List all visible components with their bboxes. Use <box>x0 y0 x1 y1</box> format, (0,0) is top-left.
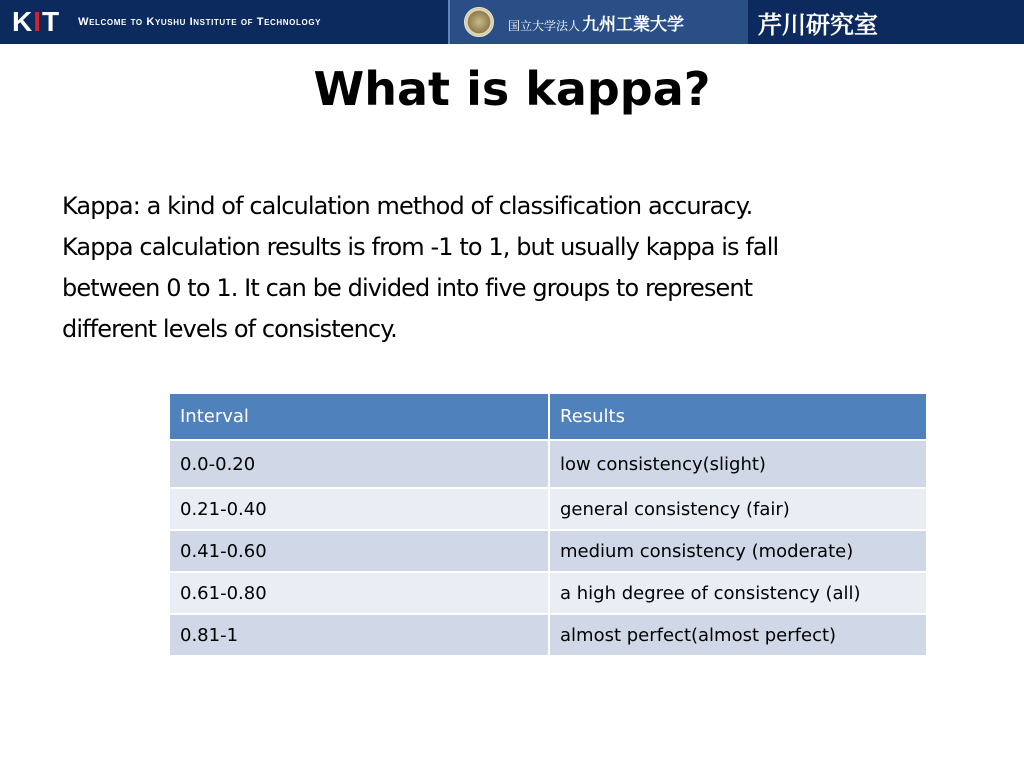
table-row <box>169 572 927 614</box>
interval-cell: 0.61-0.80 <box>169 572 549 614</box>
table-row <box>169 530 927 572</box>
kappa-table <box>168 392 928 657</box>
header-results: Results <box>549 393 927 440</box>
result-cell: low consistency(slight) <box>549 440 927 488</box>
header-banner <box>0 0 1024 44</box>
university-title: 九州工業大学 <box>582 14 685 35</box>
result-cell: almost perfect(almost perfect) <box>549 614 927 656</box>
result-cell: medium consistency (moderate) <box>549 530 927 572</box>
result-cell: general consistency (fair) <box>549 488 927 530</box>
body-line: Kappa calculation results is from -1 to 1, but usually kappa is fall <box>62 233 779 261</box>
welcome-text: Welcome to Kyushu Institute of Technology <box>78 16 322 28</box>
interval-cell: 0.21-0.40 <box>169 488 549 530</box>
body-line: between 0 to 1. It can be divided into five groups to represent <box>62 274 753 302</box>
interval-cell: 0.41-0.60 <box>169 530 549 572</box>
lab-banner <box>748 0 1024 44</box>
interval-cell: 0.0-0.20 <box>169 440 549 488</box>
slide-title: What is kappa? <box>313 62 711 116</box>
interval-cell: 0.81-1 <box>169 614 549 656</box>
university-seal-icon <box>464 7 494 37</box>
kit-banner-left <box>0 0 448 44</box>
header-interval: Interval <box>169 393 549 440</box>
result-cell: a high degree of consistency (all) <box>549 572 927 614</box>
lab-name: 芹川研究室 <box>758 10 878 39</box>
university-name <box>508 10 684 35</box>
body-line: Kappa: a kind of calculation method of classification accuracy. <box>62 192 753 220</box>
university-prefix: 国立大学法人 <box>508 18 581 33</box>
university-banner <box>448 0 748 44</box>
kit-logo: KIT <box>12 6 61 37</box>
table-header-row <box>169 393 927 440</box>
body-line: different levels of consistency. <box>62 315 397 343</box>
table-row <box>169 614 927 656</box>
body-text <box>62 186 962 350</box>
table-row <box>169 488 927 530</box>
table-row <box>169 440 927 488</box>
